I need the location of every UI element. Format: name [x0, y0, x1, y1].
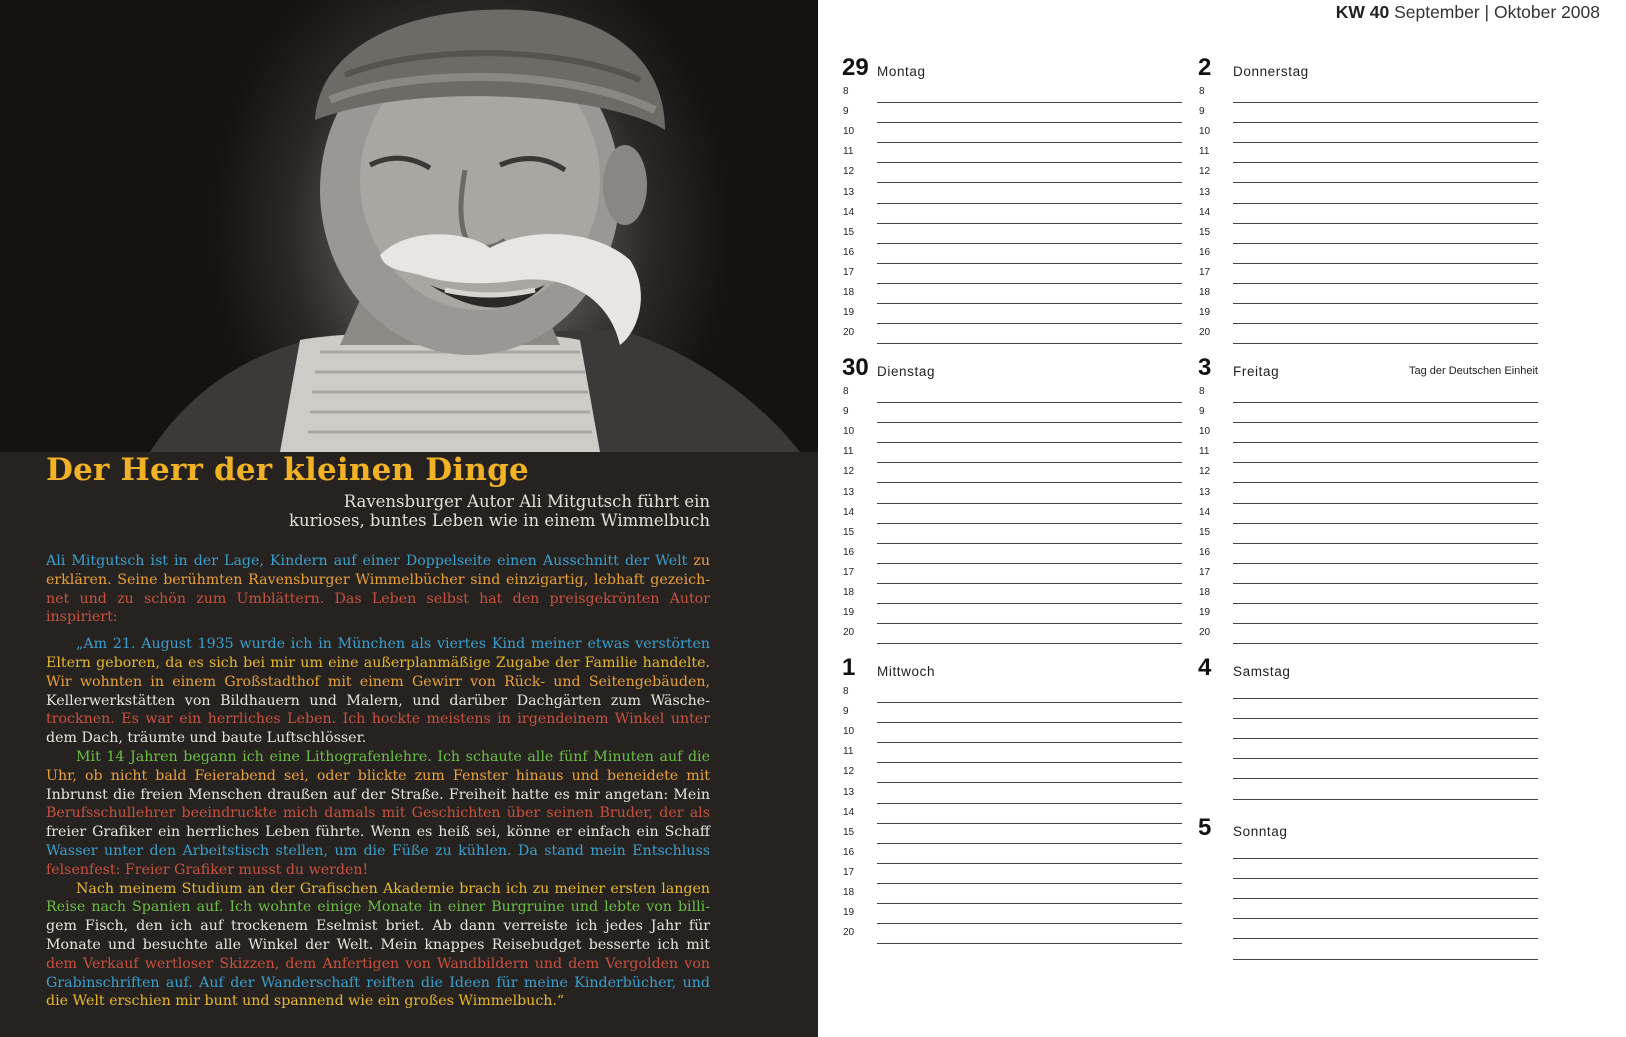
writing-line [1233, 643, 1538, 644]
hour-slot[interactable] [842, 84, 1182, 105]
day-name: Montag [877, 64, 926, 79]
day-name: Donnerstag [1233, 64, 1309, 79]
hour-label: 11 [1199, 446, 1210, 458]
hour-label: 11 [843, 446, 854, 458]
hour-slot[interactable] [842, 565, 1182, 586]
text-segment: Berufsschullehrer beeindruckte mich damals mit Geschichten über seinen Bruder, der als [46, 805, 710, 822]
writing-line[interactable] [1233, 918, 1538, 919]
writing-line[interactable] [1233, 858, 1538, 859]
day-number: 1 [842, 654, 856, 681]
hour-slot[interactable] [842, 245, 1182, 266]
writing-line [877, 503, 1182, 504]
hour-slot[interactable] [1198, 625, 1538, 646]
day-block-dienstag [842, 354, 1182, 650]
hour-label: 19 [843, 907, 855, 919]
writing-line [1233, 462, 1538, 463]
day-name: Sonntag [1233, 824, 1288, 839]
writing-line [877, 303, 1182, 304]
writing-line [877, 623, 1182, 624]
holiday-label: Tag der Deutschen Einheit [1408, 365, 1538, 377]
hour-slot[interactable] [1198, 505, 1538, 526]
hour-slot[interactable] [1198, 325, 1538, 346]
hour-slot[interactable] [842, 225, 1182, 246]
text-segment: Monate und besuchte alle Winkel der Welt. Mein knappes Reisebudget besserte ich mit [46, 936, 710, 953]
hour-label: 13 [1199, 186, 1211, 198]
hour-slot[interactable] [842, 404, 1182, 425]
hour-label: 12 [843, 766, 855, 778]
hour-label: 13 [843, 486, 855, 498]
writing-line [877, 323, 1182, 324]
writing-line [1233, 122, 1538, 123]
subtitle-line: kurioses, buntes Leben wie in einem Wimmelbuch [289, 511, 710, 530]
writing-line [1233, 323, 1538, 324]
writing-line[interactable] [1233, 959, 1538, 960]
hour-slot[interactable] [1198, 565, 1538, 586]
hour-slot[interactable] [842, 545, 1182, 566]
writing-line[interactable] [1233, 698, 1538, 699]
hour-slot[interactable] [1198, 444, 1538, 465]
hour-slot[interactable] [842, 424, 1182, 445]
writing-line [1233, 623, 1538, 624]
writing-line [1233, 583, 1538, 584]
day-number: 4 [1198, 654, 1212, 681]
hour-label: 9 [843, 706, 849, 718]
hour-slot[interactable] [1198, 104, 1538, 125]
hour-slot[interactable] [842, 144, 1182, 165]
article-body [46, 635, 710, 1011]
writing-line [1233, 543, 1538, 544]
hour-slot[interactable] [842, 585, 1182, 606]
text-segment: Wasser unter den Arbeitstisch stellen, um die Füße zu kühlen. Da stand mein Entschluss [46, 842, 710, 859]
hour-label: 9 [843, 106, 849, 118]
writing-line [1233, 503, 1538, 504]
hour-slot[interactable] [842, 805, 1182, 826]
hour-slot[interactable] [842, 825, 1182, 846]
hour-slot[interactable] [842, 444, 1182, 465]
hour-label: 20 [843, 927, 855, 939]
hour-label: 17 [843, 566, 855, 578]
writing-line [1233, 243, 1538, 244]
hour-slot[interactable] [842, 164, 1182, 185]
hour-label: 12 [843, 466, 855, 478]
hour-label: 15 [843, 826, 855, 838]
writing-line [1233, 563, 1538, 564]
text-segment: Grabinschriften auf. Auf der Wanderschaft reiften die Ideen für meine Kinderbücher, und [46, 974, 710, 991]
text-segment: Reise nach Spanien auf. Ich wohnte einige Monate in einer Burgruine und lebte von billi [46, 899, 710, 916]
hour-slot[interactable] [842, 104, 1182, 125]
hour-slot[interactable] [1198, 185, 1538, 206]
hour-label: 12 [843, 166, 855, 178]
text-segment: zu erklären. Seine berühmten Ravensburger Wimmelbücher sind einzigartig, lebhaft gezeich [46, 553, 710, 588]
day-block-freitag [1198, 354, 1538, 650]
hour-slot[interactable] [842, 885, 1182, 906]
article-intro [46, 552, 710, 627]
writing-line [877, 482, 1182, 483]
writing-line [877, 903, 1182, 904]
hour-slot[interactable] [842, 744, 1182, 765]
hour-slot[interactable] [842, 724, 1182, 745]
hour-label: 11 [843, 746, 854, 758]
writing-line [877, 182, 1182, 183]
writing-line [1233, 142, 1538, 143]
hour-label: 13 [1199, 486, 1211, 498]
hour-label: 20 [843, 627, 855, 639]
hour-label: 9 [843, 406, 849, 418]
writing-line [877, 142, 1182, 143]
hour-label: 17 [1199, 566, 1211, 578]
writing-line [877, 883, 1182, 884]
writing-line [877, 102, 1182, 103]
writing-line[interactable] [1233, 898, 1538, 899]
writing-line [877, 283, 1182, 284]
day-name: Mittwoch [877, 664, 936, 679]
hour-label: 19 [1199, 307, 1211, 319]
writing-line [877, 343, 1182, 344]
hour-label: 18 [843, 587, 855, 598]
hour-slot[interactable] [842, 305, 1182, 326]
writing-line[interactable] [1233, 718, 1538, 719]
hour-label: 13 [843, 186, 855, 198]
hour-slot[interactable] [842, 925, 1182, 946]
writing-line [1233, 303, 1538, 304]
hour-label: 17 [1199, 266, 1211, 278]
hour-slot[interactable] [1198, 525, 1538, 546]
hour-label: 20 [1199, 327, 1211, 339]
header-months: September | Oktober 2008 [1394, 2, 1600, 22]
writing-line [1233, 162, 1538, 163]
hour-slot[interactable] [842, 845, 1182, 866]
hour-label: 16 [1199, 546, 1211, 558]
hour-label: 16 [1199, 246, 1211, 258]
text-segment: Wir wohnten in einem Großstadthof mit einem Gewirr von Rück- und Seitengebäuden, [46, 673, 710, 690]
hour-slot[interactable] [1198, 164, 1538, 185]
hour-label: 13 [843, 786, 855, 798]
text-segment: „Am 21. August 1935 wurde ich in München als viertes Kind meiner etwas verstörten [76, 636, 710, 653]
text-segment: die Welt erschien mir bunt und spannend wie ein großes Wimmelbuch.“ [46, 993, 565, 1010]
text-segment: net und zu schön zum Umblättern. Das Leben selbst hat den preisgekrönten Autor inspiriert: [46, 590, 710, 626]
hour-slot[interactable] [1198, 84, 1538, 105]
hour-slot[interactable] [842, 764, 1182, 785]
writing-line [877, 742, 1182, 743]
hour-label: 20 [1199, 627, 1211, 639]
hour-label: 20 [843, 327, 855, 339]
hour-label: 10 [1199, 426, 1211, 438]
hour-slot[interactable] [1198, 404, 1538, 425]
day-number: 30 [842, 354, 869, 381]
text-segment: Eltern geboren, da es sich bei mir um eine außerplanmäßige Zugabe der Familie handelte. [46, 654, 710, 671]
day-block-sonntag [1198, 814, 1538, 960]
writing-line [877, 702, 1182, 703]
text-segment: Kellerwerkstätten von Bildhauern und Malern, und darüber Dachgärten zum Wäsche [46, 692, 710, 709]
hour-label: 8 [843, 686, 849, 697]
writing-line [877, 603, 1182, 604]
hour-label: 16 [843, 546, 855, 558]
hour-label: 11 [1199, 146, 1210, 158]
day-number: 2 [1198, 54, 1212, 81]
hour-slot[interactable] [842, 625, 1182, 646]
hour-label: 10 [843, 126, 855, 138]
writing-line [877, 402, 1182, 403]
hour-slot[interactable] [1198, 285, 1538, 306]
writing-line [1233, 482, 1538, 483]
hour-label: 16 [843, 246, 855, 258]
hour-slot[interactable] [842, 124, 1182, 145]
hour-label: 11 [843, 146, 854, 158]
writing-line[interactable] [1233, 778, 1538, 779]
hour-slot[interactable] [842, 605, 1182, 626]
portrait-illustration [0, 0, 818, 452]
hour-label: 14 [843, 806, 855, 818]
hour-label: 12 [1199, 166, 1211, 178]
hour-slot[interactable] [842, 265, 1182, 286]
hour-label: 14 [843, 206, 855, 218]
hour-slot[interactable] [842, 485, 1182, 506]
writing-line [877, 863, 1182, 864]
writing-line [1233, 422, 1538, 423]
hour-slot[interactable] [842, 684, 1182, 705]
text-segment: Inbrunst die freien Menschen draußen auf der Straße. Freiheit hatte es mir angetan: Mein [46, 786, 710, 803]
hour-label: 18 [1199, 287, 1211, 298]
writing-line[interactable] [1233, 878, 1538, 879]
writing-line[interactable] [1233, 758, 1538, 759]
hour-slot[interactable] [1198, 124, 1538, 145]
week-number: KW 40 [1335, 2, 1390, 22]
writing-line [1233, 102, 1538, 103]
hour-label: 14 [1199, 506, 1211, 518]
hour-label: 12 [1199, 466, 1211, 478]
hour-label: 8 [843, 86, 849, 97]
hour-slot[interactable] [1198, 245, 1538, 266]
hour-slot[interactable] [842, 325, 1182, 346]
writing-line[interactable] [1233, 938, 1538, 939]
writing-line [877, 243, 1182, 244]
article-paragraph [46, 635, 710, 748]
writing-line [1233, 283, 1538, 284]
hour-label: 19 [843, 307, 855, 319]
right-page [818, 0, 1626, 1037]
writing-line [877, 762, 1182, 763]
text-segment: Ali Mitgutsch ist in der Lage, Kindern auf einer Doppelseite einen Ausschnitt der Welt [46, 553, 694, 569]
writing-line [877, 203, 1182, 204]
writing-line [877, 943, 1182, 944]
writing-line [877, 122, 1182, 123]
writing-line[interactable] [1233, 799, 1538, 800]
hour-label: 14 [1199, 206, 1211, 218]
writing-line [877, 263, 1182, 264]
hour-slot[interactable] [1198, 305, 1538, 326]
writing-line [1233, 182, 1538, 183]
writing-line [877, 823, 1182, 824]
article-title: Der Herr der kleinen Dinge [46, 452, 529, 488]
hour-slot[interactable] [842, 285, 1182, 306]
hour-label: 19 [843, 607, 855, 619]
day-number: 29 [842, 54, 869, 81]
text-segment: Nach meinem Studium an der Grafischen Akademie brach ich zu meiner ersten langen [76, 880, 710, 897]
text-segment: Uhr, ob nicht bald Feierabend sei, oder blickte zum Fenster hinaus und beneidete mit [46, 767, 710, 784]
writing-line [1233, 603, 1538, 604]
hour-label: 10 [843, 426, 855, 438]
hour-label: 17 [843, 266, 855, 278]
writing-line [877, 462, 1182, 463]
hour-label: 10 [843, 726, 855, 738]
day-name: Samstag [1233, 664, 1291, 679]
hour-label: 18 [843, 887, 855, 898]
text-segment: Mit 14 Jahren begann ich eine Lithografenlehre. Ich schaute alle fünf Minuten auf die [76, 748, 710, 765]
hour-label: 15 [1199, 526, 1211, 538]
writing-line [1233, 343, 1538, 344]
hour-slot[interactable] [1198, 424, 1538, 445]
writing-line [877, 563, 1182, 564]
text-segment: dem Verkauf wertloser Skizzen, dem Anfertigen von Wandbildern und dem Vergolden von [46, 955, 710, 972]
hour-label: 8 [1199, 86, 1205, 97]
hour-label: 19 [1199, 607, 1211, 619]
hour-label: 16 [843, 846, 855, 858]
writing-line [877, 782, 1182, 783]
day-block-donnerstag [1198, 54, 1538, 350]
hour-label: 14 [843, 506, 855, 518]
writing-line [1233, 223, 1538, 224]
article-paragraph [46, 748, 710, 880]
writing-line [1233, 442, 1538, 443]
hour-slot[interactable] [1198, 485, 1538, 506]
hour-slot[interactable] [842, 505, 1182, 526]
hour-slot[interactable] [1198, 585, 1538, 606]
hour-slot[interactable] [1198, 384, 1538, 405]
hour-slot[interactable] [1198, 225, 1538, 246]
hour-slot[interactable] [842, 384, 1182, 405]
hour-slot[interactable] [1198, 205, 1538, 226]
hour-slot[interactable] [842, 905, 1182, 926]
writing-line [877, 843, 1182, 844]
hour-label: 17 [843, 866, 855, 878]
day-block-montag [842, 54, 1182, 350]
day-name: Freitag [1233, 364, 1280, 379]
hour-label: 9 [1199, 106, 1205, 118]
day-number: 3 [1198, 354, 1212, 381]
writing-line [877, 722, 1182, 723]
day-number: 5 [1198, 814, 1212, 841]
hour-slot[interactable] [842, 704, 1182, 725]
hour-label: 18 [1199, 587, 1211, 598]
hour-slot[interactable] [1198, 265, 1538, 286]
hour-label: 8 [843, 386, 849, 397]
hour-slot[interactable] [1198, 464, 1538, 485]
hour-label: 10 [1199, 126, 1211, 138]
article [46, 450, 710, 1011]
hour-label: 15 [843, 226, 855, 238]
writing-line [1233, 523, 1538, 524]
day-block-mittwoch [842, 654, 1182, 950]
writing-line [877, 422, 1182, 423]
writing-line [877, 643, 1182, 644]
hour-label: 15 [843, 526, 855, 538]
article-paragraph [46, 880, 710, 1012]
hour-slot[interactable] [842, 185, 1182, 206]
text-segment: freier Grafiker ein herrliches Leben führte. Wenn es heiß sei, könne er einfach ein Schaff [46, 824, 710, 841]
hour-slot[interactable] [842, 525, 1182, 546]
text-segment: gem Fisch, den ich auf trockenem Eselmist briet. Ab dann verreiste ich jedes Jahr für [46, 918, 710, 935]
hour-label: 8 [1199, 386, 1205, 397]
hour-slot[interactable] [842, 464, 1182, 485]
portrait-photo [0, 0, 818, 452]
day-block-samstag [1198, 654, 1538, 800]
hour-label: 15 [1199, 226, 1211, 238]
article-subtitle [46, 492, 710, 530]
text-segment: trocknen. Es war ein herrliches Leben. Ich hockte meistens in irgendeinem Winkel unter [46, 711, 710, 728]
subtitle-line: Ravensburger Autor Ali Mitgutsch führt ein [343, 492, 710, 511]
writing-line [877, 162, 1182, 163]
hour-slot[interactable] [842, 205, 1182, 226]
hour-slot[interactable] [1198, 144, 1538, 165]
writing-line [877, 923, 1182, 924]
hour-slot[interactable] [842, 785, 1182, 806]
writing-line [877, 523, 1182, 524]
hour-slot[interactable] [842, 865, 1182, 886]
day-name: Dienstag [877, 364, 936, 379]
week-header [1336, 2, 1600, 23]
writing-line [877, 583, 1182, 584]
text-segment: dem Dach, träumte und baute Luftschlösser. [46, 730, 367, 747]
writing-line [1233, 203, 1538, 204]
hour-slot[interactable] [1198, 545, 1538, 566]
hour-label: 18 [843, 287, 855, 298]
hour-slot[interactable] [1198, 605, 1538, 626]
writing-line [1233, 263, 1538, 264]
text-segment: felsenfest: Freier Grafiker musst du werden! [46, 861, 369, 878]
writing-line[interactable] [1233, 738, 1538, 739]
hour-label: 9 [1199, 406, 1205, 418]
writing-line [877, 543, 1182, 544]
writing-line [1233, 402, 1538, 403]
writing-line [877, 803, 1182, 804]
writing-line [877, 223, 1182, 224]
writing-line [877, 442, 1182, 443]
